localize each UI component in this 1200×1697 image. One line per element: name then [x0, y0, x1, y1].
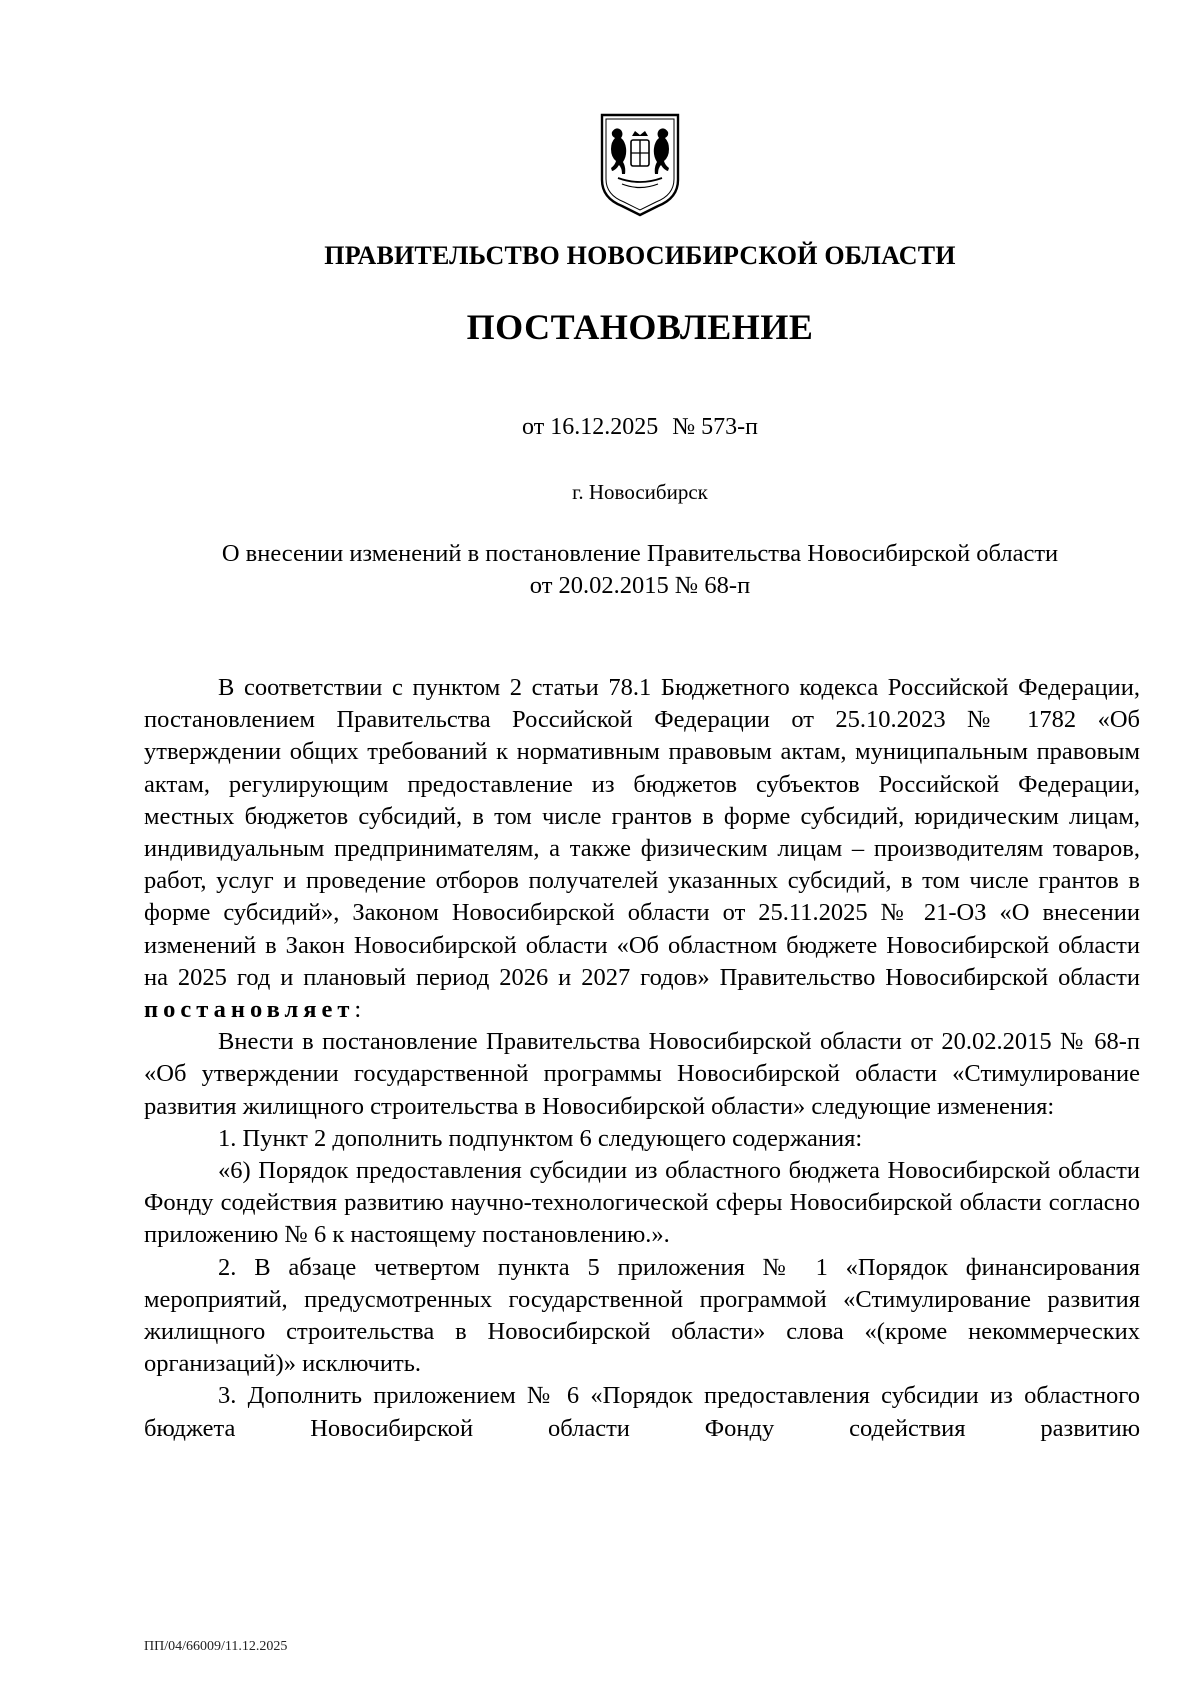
paragraph-amend-intro: Внести в постановление Правительства Новосибирской области от 20.02.2015 № 68-п «Об утверждении государственной программы Новосибирской области «Стимулирование развития жилищного строительства в Новосибирской области» следующие изменения:	[144, 1028, 1140, 1120]
date-number-line	[0, 414, 1200, 441]
resolves-emphasis: постановляет	[144, 996, 355, 1024]
government-title: ПРАВИТЕЛЬСТВО НОВОСИБИРСКОЙ ОБЛАСТИ	[324, 241, 956, 270]
paragraph-item-1: 1. Пункт 2 дополнить подпунктом 6 следующего содержания:	[218, 1124, 863, 1152]
subject-line-1: О внесении изменений в постановление Правительства Новосибирской области	[221, 540, 1059, 567]
document-body	[144, 672, 1140, 1445]
document-date: от 16.12.2025	[522, 414, 659, 440]
paragraph-item-3: 3. Дополнить приложением № 6 «Порядок предоставления субсидии из областного бюджета Новосибирской области Фонду содействия развитию	[144, 1382, 1140, 1442]
coat-of-arms-icon	[598, 112, 682, 218]
preamble-text: В соответствии с пунктом 2 статьи 78.1 Бюджетного кодекса Российской Федерации, постановлением Правительства Российской Федерации от 25.10.2023 № 1782 «Об утверждении общих требований к нормативным правовым актам, муниципальным правовым актам, регулирующим предоставление из бюджетов субъектов Российской Федерации, местных бюджетов субсидий, в том числе грантов в форме субсидий, юридическим лицам, индивидуальным предпринимателям, а также физическим лицам – производителям товаров, работ, услуг и проведение отборов получателей указанных субсидий, в том числе грантов в форме субсидий», Законом Новосибирской области от 25.11.2025 № 21-ОЗ «О внесении изменений в Закон Новосибирской области «Об областном бюджете Новосибирской области на 2025 год и плановый период 2026 и 2027 годов» Правительство Новосибирской области	[144, 674, 1140, 991]
paragraph-item-2: 2. В абзаце четвертом пункта 5 приложения № 1 «Порядок финансирования мероприятий, предусмотренных государственной программой «Стимулирование развития жилищного строительства в Новосибирской области» слова «(кроме некоммерческих организаций)» исключить.	[144, 1253, 1140, 1378]
paragraph-preamble	[144, 672, 1140, 1026]
preamble-colon: :	[354, 996, 362, 1024]
footer-document-code: ПП/04/66009/11.12.2025	[144, 1639, 288, 1654]
paragraph-item-1-quote: «6) Порядок предоставления субсидии из областного бюджета Новосибирской области Фонду содействия развитию научно-технологической сферы Новосибирской области согласно приложению № 6 к настоящему постановлению.».	[144, 1157, 1140, 1249]
document-subject	[150, 538, 1130, 602]
city-label: г. Новосибирск	[572, 480, 708, 504]
document-number: № 573-п	[672, 414, 758, 440]
subject-line-2: от 20.02.2015 № 68-п	[529, 572, 751, 599]
document-type-heading: ПОСТАНОВЛЕНИЕ	[466, 307, 814, 347]
